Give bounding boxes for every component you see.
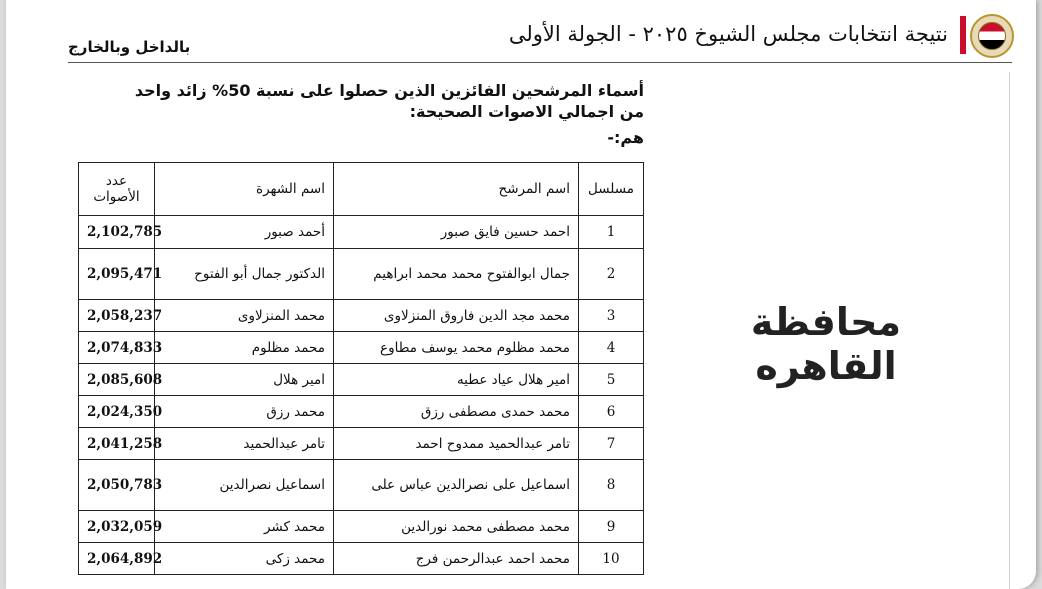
cell-known-name: اسماعيل نصرالدين (155, 460, 334, 511)
cell-serial: 2 (579, 249, 644, 300)
egypt-emblem-icon (970, 14, 1014, 58)
cell-votes: 2,085,608 (79, 364, 155, 396)
cell-known-name: محمد كشر (155, 511, 334, 543)
cell-serial: 5 (579, 364, 644, 396)
cell-votes: 2,032,059 (79, 511, 155, 543)
cell-known-name: محمد رزق (155, 396, 334, 428)
cell-votes: 2,050,783 (79, 460, 155, 511)
accent-bar (960, 16, 966, 54)
table-row (79, 332, 644, 364)
cell-votes: 2,058,237 (79, 300, 155, 332)
cell-serial: 4 (579, 332, 644, 364)
table-row (79, 511, 644, 543)
cell-serial: 7 (579, 428, 644, 460)
cell-candidate-name: محمد مظلوم محمد يوسف مطاوع (334, 332, 579, 364)
cell-candidate-name: اسماعيل على نصرالدين عباس على (334, 460, 579, 511)
cell-known-name: محمد زكى (155, 543, 334, 575)
table-row (79, 543, 644, 575)
cell-candidate-name: امير هلال عياد عطيه (334, 364, 579, 396)
slide-header (6, 0, 1036, 72)
cell-votes: 2,095,471 (79, 249, 155, 300)
cell-known-name: محمد مظلوم (155, 332, 334, 364)
cell-serial: 9 (579, 511, 644, 543)
cell-votes: 2,041,258 (79, 428, 155, 460)
cell-votes: 2,024,350 (79, 396, 155, 428)
header-votes: عدد الأصوات (79, 163, 155, 216)
cell-candidate-name: محمد مجد الدين فاروق المنزلاوى (334, 300, 579, 332)
header-serial: مسلسل (579, 163, 644, 216)
cell-candidate-name: تامر عبدالحميد ممدوح احمد (334, 428, 579, 460)
page-subtitle: بالداخل وبالخارج (68, 38, 191, 56)
table-row (79, 396, 644, 428)
governorate-label: محافظة القاهره (750, 300, 902, 388)
table-row (79, 460, 644, 511)
cell-serial: 8 (579, 460, 644, 511)
table-row (79, 364, 644, 396)
intro-sub-text: هم:- (607, 128, 644, 147)
cell-candidate-name: جمال ابوالفتوح محمد محمد ابراهيم (334, 249, 579, 300)
cell-known-name: الدكتور جمال أبو الفتوح (155, 249, 334, 300)
header-divider (68, 62, 1012, 63)
slide (6, 0, 1036, 589)
header-known-name: اسم الشهرة (155, 163, 334, 216)
results-table (78, 162, 644, 575)
cell-votes: 2,074,833 (79, 332, 155, 364)
cell-votes: 2,064,892 (79, 543, 155, 575)
cell-votes: 2,102,785 (79, 216, 155, 249)
header-candidate-name: اسم المرشح (334, 163, 579, 216)
intro-text: أسماء المرشحين الفائزين الذين حصلوا على نسبة 50% زائد واحد من اجمالي الاصوات الصحيحة: (134, 81, 644, 121)
cell-serial: 3 (579, 300, 644, 332)
cell-serial: 10 (579, 543, 644, 575)
cell-known-name: امير هلال (155, 364, 334, 396)
page-title: نتيجة انتخابات مجلس الشيوخ ٢٠٢٥ - الجولة الأولى (508, 22, 948, 46)
cell-known-name: أحمد صبور (155, 216, 334, 249)
slide-border-decoration (1009, 60, 1036, 589)
table-header-row (79, 163, 644, 216)
cell-serial: 6 (579, 396, 644, 428)
cell-candidate-name: محمد حمدى مصطفى رزق (334, 396, 579, 428)
cell-candidate-name: محمد مصطفى محمد نورالدين (334, 511, 579, 543)
table-row (79, 216, 644, 249)
cell-serial: 1 (579, 216, 644, 249)
table-row (79, 300, 644, 332)
cell-known-name: تامر عبدالحميد (155, 428, 334, 460)
table-row (79, 428, 644, 460)
table-row (79, 249, 644, 300)
cell-known-name: محمد المنزلاوى (155, 300, 334, 332)
cell-candidate-name: احمد حسين فايق صبور (334, 216, 579, 249)
cell-candidate-name: محمد احمد عبدالرحمن فرج (334, 543, 579, 575)
